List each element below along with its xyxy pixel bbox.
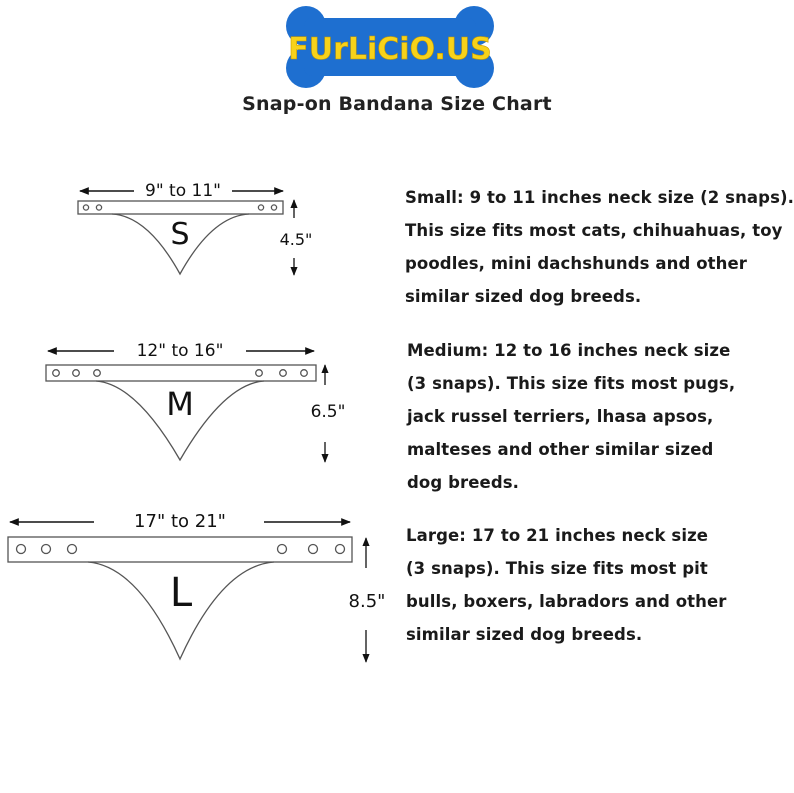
chart-title: Snap-on Bandana Size Chart [242,93,552,115]
large-width-label: 17" to 21" [134,511,226,532]
medium-desc-line: Medium: 12 to 16 inches neck size [407,341,731,360]
medium-width-label: 12" to 16" [136,341,224,361]
medium-desc-line: dog breeds. [407,473,520,492]
large-desc-line: Large: 17 to 21 inches neck size [406,526,709,545]
large-strap [8,537,352,562]
large-desc-line: similar sized dog breeds. [406,625,643,644]
small-desc-line: similar sized dog breeds. [405,287,642,306]
logo-wordmark: FUrLiCiO.US [288,32,492,67]
medium-letter: M [166,385,194,423]
small-width-label: 9" to 11" [145,181,221,201]
small-strap [78,201,283,214]
small-description [405,181,794,313]
medium-desc-line: jack russel terriers, lhasa apsos, [407,407,714,426]
medium-description [407,334,747,499]
large-description [406,519,766,651]
small-desc-line: This size fits most cats, chihuahuas, toy [405,221,783,240]
small-desc-line: Small: 9 to 11 inches neck size (2 snaps). [405,188,794,207]
medium-strap [46,365,316,381]
large-letter: L [169,570,193,616]
medium-desc-line: malteses and other similar sized [407,440,714,459]
large-height-label: 8.5" [348,591,386,612]
small-letter: S [170,217,190,252]
large-desc-line: bulls, boxers, labradors and other [406,592,727,611]
small-height-label: 4.5" [279,230,313,249]
small-desc-line: poodles, mini dachshunds and other [405,254,748,273]
medium-height-label: 6.5" [310,402,346,422]
medium-desc-line: (3 snaps). This size fits most pugs, [407,374,736,393]
large-desc-line: (3 snaps). This size fits most pit [406,559,708,578]
